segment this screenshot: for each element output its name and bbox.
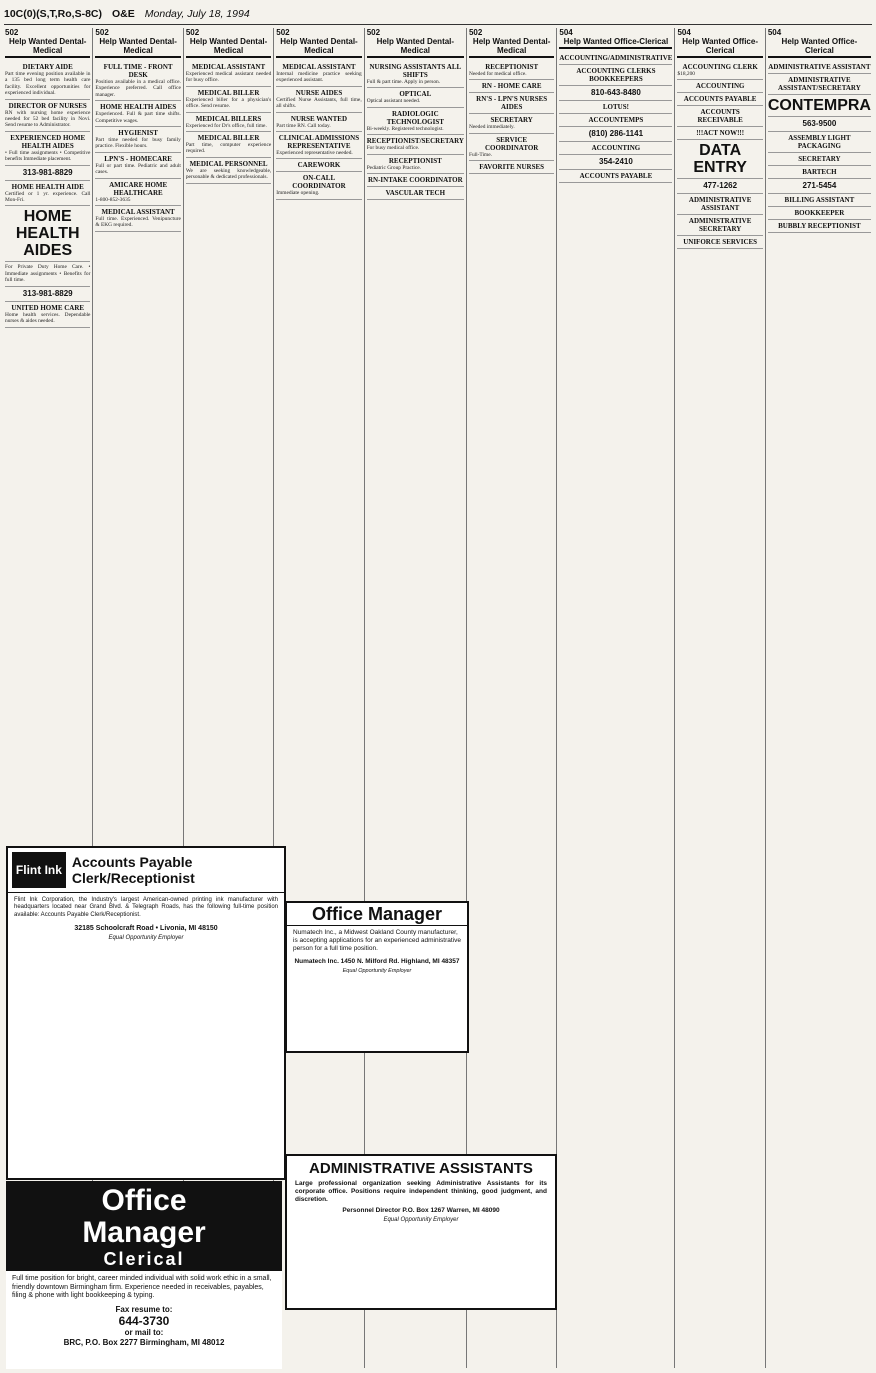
ad-body: Immediate opening. [276,190,320,197]
section-name: Help Wanted Dental-Medical [99,37,177,55]
section-name: Help Wanted Dental-Medical [189,37,268,55]
ad-heading: SERVICE COORDINATOR [484,135,539,152]
ad-heading: HOME HEALTH AIDE [11,182,84,191]
ad-body: For Private Duty Home Care. • Immediate assignments • Benefits for full time. [5,264,91,284]
section-name: Help Wanted Office-Clerical [563,37,669,46]
ad-phone: (810) 286-1141 [588,129,644,138]
classified-ad [367,88,464,107]
ad-body: Full time. Experienced. Venipuncture & EKG required. [95,216,181,229]
ad-body: Certified or 1 yr. experience. Call Mon-Fri. [5,190,91,204]
ad-body: Full-Time. [468,151,492,158]
ad-heading: !!!ACT NOW!!! [696,129,745,138]
ad-body: Internal medicine practice seeking experienced assistant. [276,71,362,84]
section-heading [469,28,554,58]
classified-ad [276,87,361,113]
ad-heading: ADMINISTRATIVE ASSISTANT/SECRETARY [778,76,861,92]
numatech-ad-eoe: Equal Opportunity Employer [342,968,412,974]
classified-ad [677,61,762,80]
ad-body: Part time, computer experience required. [185,142,272,155]
ad-heading: AMICARE HOME HEALTHCARE [109,180,168,197]
classified-ad [95,61,180,101]
classified-ad [186,61,271,87]
classified-ad [5,181,90,207]
ad-heading: RADIOLOGIC TECHNOLOGIST [386,109,444,126]
classified-ad [186,132,271,158]
office-manager-banner [6,1181,282,1271]
ad-heading: MEDICAL ASSISTANT [101,208,175,217]
section-number: 502 [468,28,483,37]
ad-body: Part time RN. Call today. [276,122,331,129]
ad-heading: RN'S - LPN'S NURSES AIDES [476,95,548,112]
classified-ad [5,302,90,328]
ad-heading: ACCOUNTING/ADMINISTRATIVE [559,54,673,62]
flint-ad-address: 32185 Schoolcraft Road • Livonia, MI 48150 [74,925,218,933]
column-9 [766,28,873,1368]
section-name: Help Wanted Dental-Medical [472,37,551,55]
section-name: Help Wanted Dental-Medical [280,37,358,55]
ad-body: Part time needed for busy family practice. Flexible hours. [95,137,181,150]
ad-body: Experienced representative needed. [276,150,353,157]
ad-heading: UNIFORCE SERVICES [683,238,758,247]
ad-heading: NURSE AIDES [295,88,343,97]
classified-ad [768,153,871,166]
classified-ad [367,187,464,200]
ad-body: We are seeking knowledgeable, personable & dedicated professionals. [185,167,272,181]
ad-heading: BUBBLY RECEPTIONIST [778,222,861,230]
ad-body: Pediatric Group Practice. [366,164,422,171]
ad-heading: MEDICAL ASSISTANT [282,63,356,71]
ad-body: 1-800-852-3635 [95,196,131,203]
classified-ad [677,236,762,249]
page-date: Monday, July 18, 1994 [144,8,250,20]
ad-heading: SECRETARY [490,116,533,125]
classified-ad [768,74,871,95]
classified-ad [367,108,464,135]
ad-phone: 477-1262 [703,181,738,191]
ad-heading: NURSE WANTED [290,114,348,123]
classified-ad [677,194,762,215]
ad-heading: RECEPTIONIST/SECRETARY [366,137,464,146]
classified-ad [677,106,762,127]
mail-label: or mail to: [124,1327,164,1337]
classified-ad [5,166,90,181]
classified-ad [276,132,361,159]
ad-heading: ACCOUNTEMPS [588,116,644,124]
classified-ad [276,172,361,199]
ad-body: Certified Nurse Assistants, full time, all shifts. [276,96,362,110]
mail-address: BRC, P.O. Box 2277 Birmingham, MI 48012 [63,1337,225,1347]
paper-name: O&E [112,8,135,20]
ad-heading: FULL TIME - FRONT DESK [103,63,173,79]
ad-heading: ACCOUNTS RECEIVABLE [697,108,743,125]
classified-ad [186,87,271,113]
classified-ad [559,86,672,101]
section-heading [559,28,672,49]
flint-ad-header [8,848,284,893]
ad-body: Part time evening position available in a 135 bed long term health care facility. Excellent opportunities for experienced individual. [5,71,91,97]
numatech-ad-title: Office Manager [287,903,467,926]
ad-body: Needed for medical office. [468,71,527,77]
classified-ad [5,287,90,302]
ad-heading: ADMINISTRATIVE SECRETARY [688,217,752,234]
ad-heading: ACCOUNTING CLERKS BOOKKEEPERS [576,67,656,83]
classified-ad [5,206,90,262]
ad-heading: RN-INTAKE COORDINATOR [367,176,463,185]
section-number: 502 [5,28,19,37]
aa-ad-eoe: Equal Opportunity Employer [383,1217,459,1223]
section-name: Help Wanted Office-Clerical [682,37,758,55]
ad-heading: HYGIENIST [118,129,158,138]
ad-heading: UNITED HOME CARE [11,303,85,312]
ad-phone: 563-9500 [802,119,837,128]
ad-body: Experienced biller for a physician's office. Send resume. [185,96,272,110]
classified-ad [768,95,871,117]
section-heading [186,28,271,58]
classified-ad [469,134,554,161]
classified-ad [5,61,90,100]
classified-ad [367,61,464,88]
ad-heading: BILLING ASSISTANT [784,196,855,204]
ad-heading: ACCOUNTS PAYABLE [579,172,653,180]
classified-ad [95,206,180,232]
banner-line-2: Manager [82,1216,206,1249]
ad-body: Experienced for Dr's office, full time. [185,122,267,129]
flint-ink-ad [6,846,286,1180]
ad-body: Needed immediately. [468,124,515,131]
section-heading [677,28,762,58]
section-name: Help Wanted Dental-Medical [8,37,87,55]
classified-ad [469,80,554,93]
ad-heading: DIETARY AIDE [22,63,73,71]
ad-heading: ACCOUNTING [591,144,641,152]
ad-heading: MEDICAL BILLERS [195,114,262,123]
section-heading [768,28,871,58]
classified-ad [469,61,554,80]
ad-phone: 810-643-8480 [590,88,641,97]
page-number: 10C(0)(S,T,Ro,S-8C) [4,8,103,20]
ad-body: • Full time assignments • Competitive benefits Immediate placement. [5,149,91,163]
classified-ad [367,174,464,187]
classified-ad [186,158,271,184]
ad-heading: MEDICAL BILLER [197,134,260,143]
classified-ad [677,127,762,140]
section-number: 502 [95,28,109,37]
ad-heading: SECRETARY [798,155,841,163]
ad-heading: BOOKKEEPER [794,209,845,217]
ad-heading: ACCOUNTS PAYABLE [683,95,757,104]
ad-phone: 313-981-8829 [22,167,73,177]
section-number: 502 [185,28,200,37]
classified-ad [367,135,464,154]
classified-ad [559,127,672,142]
classified-ad [559,101,672,114]
classified-ad [768,220,871,233]
banner-line-3: Clerical [103,1249,185,1269]
ad-heading: LOTUS! [602,103,629,111]
classified-ad [768,179,871,194]
ad-heading: ADMINISTRATIVE ASSISTANT [688,196,752,213]
ad-phone: 354-2410 [599,157,633,166]
classified-ad [5,132,90,166]
page-header [4,4,872,25]
office-manager-clerical-body: Full time position for bright, career minded individual with solid work ethic in a small, friendly downtown Birmingham firm. Experience needed in receivables, payables, filing & phone with light bookkeeping & typing. [12,1275,272,1299]
ad-body: Experienced medical assistant needed for busy office. [185,71,272,84]
aa-ad-body: Large professional organization seeking Administrative Assistants for its corporate office. Positions require independent thinking, good judgment, and discretion. [295,1180,547,1203]
administrative-assistants-ad [285,1154,557,1310]
classified-ad [469,114,554,133]
fax-number: 644-3730 [118,1313,170,1328]
ad-heading: FAVORITE NURSES [479,163,545,172]
classified-ad [677,93,762,106]
section-number: 502 [366,28,381,37]
classified-ad [768,117,871,132]
classified-ad [186,113,271,132]
classified-ad [677,80,762,93]
ad-heading: ADMINISTRATIVE ASSISTANT [768,63,871,71]
ad-heading: CAREWORK [297,161,341,170]
classified-ad [95,101,180,127]
section-number: 504 [559,28,573,37]
section-heading [95,28,180,58]
ad-heading: ACCOUNTING CLERK [682,63,758,71]
classified-ad [559,155,672,170]
numatech-office-manager-ad [285,901,469,1053]
ad-body: Full & part time. Apply in person. [366,79,441,85]
ad-display-heading: CONTEMPRA [767,97,871,114]
ad-heading: EXPERIENCED HOME HEALTH AIDES [10,133,86,150]
classified-ad [95,179,180,206]
flint-ink-logo: Flint Ink [12,852,66,888]
section-number: 502 [276,28,290,37]
ad-body: Full or part time. Pediatric and adult cases. [95,162,181,176]
ad-heading: MEDICAL BILLER [197,88,260,97]
ad-heading: HOME HEALTH AIDES [100,103,177,112]
classified-ad [768,61,871,74]
section-name: Help Wanted Office-Clerical [781,37,858,55]
classified-ad [677,140,762,179]
classified-ad [5,262,90,286]
ad-phone: 271-5454 [802,181,837,190]
ad-body: Position available in a medical office. Experience preferred. Call office manager. [95,79,181,98]
classified-ad [559,114,672,127]
aa-ad-address: Personnel Director P.O. Box 1267 Warren, MI 48090 [342,1207,500,1214]
classified-ad [469,93,554,114]
ad-heading: OPTICAL [399,90,432,99]
flint-ad-body: Flint Ink Corporation, the Industry's largest American-owned printing ink manufacturer with headquarters located near Grand Blvd. & Telegraph Roads, has the following full-time position available: Accounts Payable Clerk/Receptionist. [14,897,278,918]
ad-heading: BARTECH [802,168,837,176]
ad-body: $18,200 [677,71,695,77]
ad-heading: MEDICAL ASSISTANT [191,63,266,71]
ad-display-heading: HOME HEALTH AIDES [15,208,80,260]
classified-ad [276,159,361,172]
classified-ad [276,113,361,132]
section-heading [276,28,361,58]
ad-heading: NURSING ASSISTANTS ALL SHIFTS [369,63,462,79]
classified-ad [768,194,871,207]
ad-heading: RECEPTIONIST [485,63,539,71]
ad-heading: RECEPTIONIST [388,156,442,165]
banner-line-1: Office [101,1184,187,1217]
ad-heading: ON-CALL COORDINATOR [292,174,346,191]
classified-ad [559,142,672,155]
office-manager-clerical-ad [6,1181,282,1369]
classified-ad [677,179,762,194]
flint-ad-title: Accounts Payable Clerk/Receptionist [71,854,195,886]
ad-heading: RN - HOME CARE [481,82,542,91]
ad-heading: VASCULAR TECH [385,189,446,198]
ad-body: Experienced. Full & part time shifts. Competitive wages. [95,111,181,124]
section-number: 504 [677,28,691,37]
classified-ad [768,207,871,220]
section-heading [5,28,90,58]
column-8 [675,28,765,1368]
classified-ad [559,52,672,65]
ad-heading: LPN'S - HOMECARE [104,154,172,163]
classified-ad [367,155,464,174]
fax-label: Fax resume to: [115,1304,173,1314]
numatech-ad-body: Numatech Inc., a Midwest Oakland County manufacturer, is accepting applications for an experienced administrative person for a full time position. [293,929,462,952]
ad-body: Optical assistant needed. [366,98,421,105]
classified-ad [677,215,762,236]
classified-ad [559,170,672,183]
ad-display-heading: DATA ENTRY [693,142,747,177]
classified-ad [768,166,871,179]
numatech-ad-address: Numatech Inc. 1450 N. Milford Rd. Highland, MI 48357 [294,958,460,965]
classified-ad [276,61,361,87]
ad-heading: DIRECTOR OF NURSES [8,101,87,110]
ad-body: For busy medical office. [366,145,420,152]
classified-ad [5,100,90,132]
ad-heading: MEDICAL PERSONNEL [189,159,268,168]
ad-heading: ACCOUNTING [695,82,745,91]
ad-body: Home health services. Dependable nurses & aides needed. [5,311,91,325]
aa-ad-title: ADMINISTRATIVE ASSISTANTS [309,1160,533,1177]
flint-ad-eoe: Equal Opportunity Employer [108,935,184,942]
classified-ad [95,153,180,179]
ad-heading: ASSEMBLY LIGHT PACKAGING [788,134,851,150]
ad-heading: CLINICAL ADMISSIONS REPRESENTATIVE [278,134,360,151]
classified-ad [469,161,554,174]
ad-phone: 313-981-8829 [22,288,73,298]
classified-ad [559,65,672,86]
section-number: 504 [767,28,782,37]
classified-ad [95,127,180,153]
ad-body: RN with nursing home experience needed for 52 bed facility in Novi. Send resume to Administrator. [5,109,91,129]
column-7 [557,28,675,1368]
ad-body: Bi-weekly. Registered technologist. [366,125,444,132]
section-name: Help Wanted Dental-Medical [376,37,455,55]
section-heading [367,28,464,58]
classified-ad [768,132,871,153]
